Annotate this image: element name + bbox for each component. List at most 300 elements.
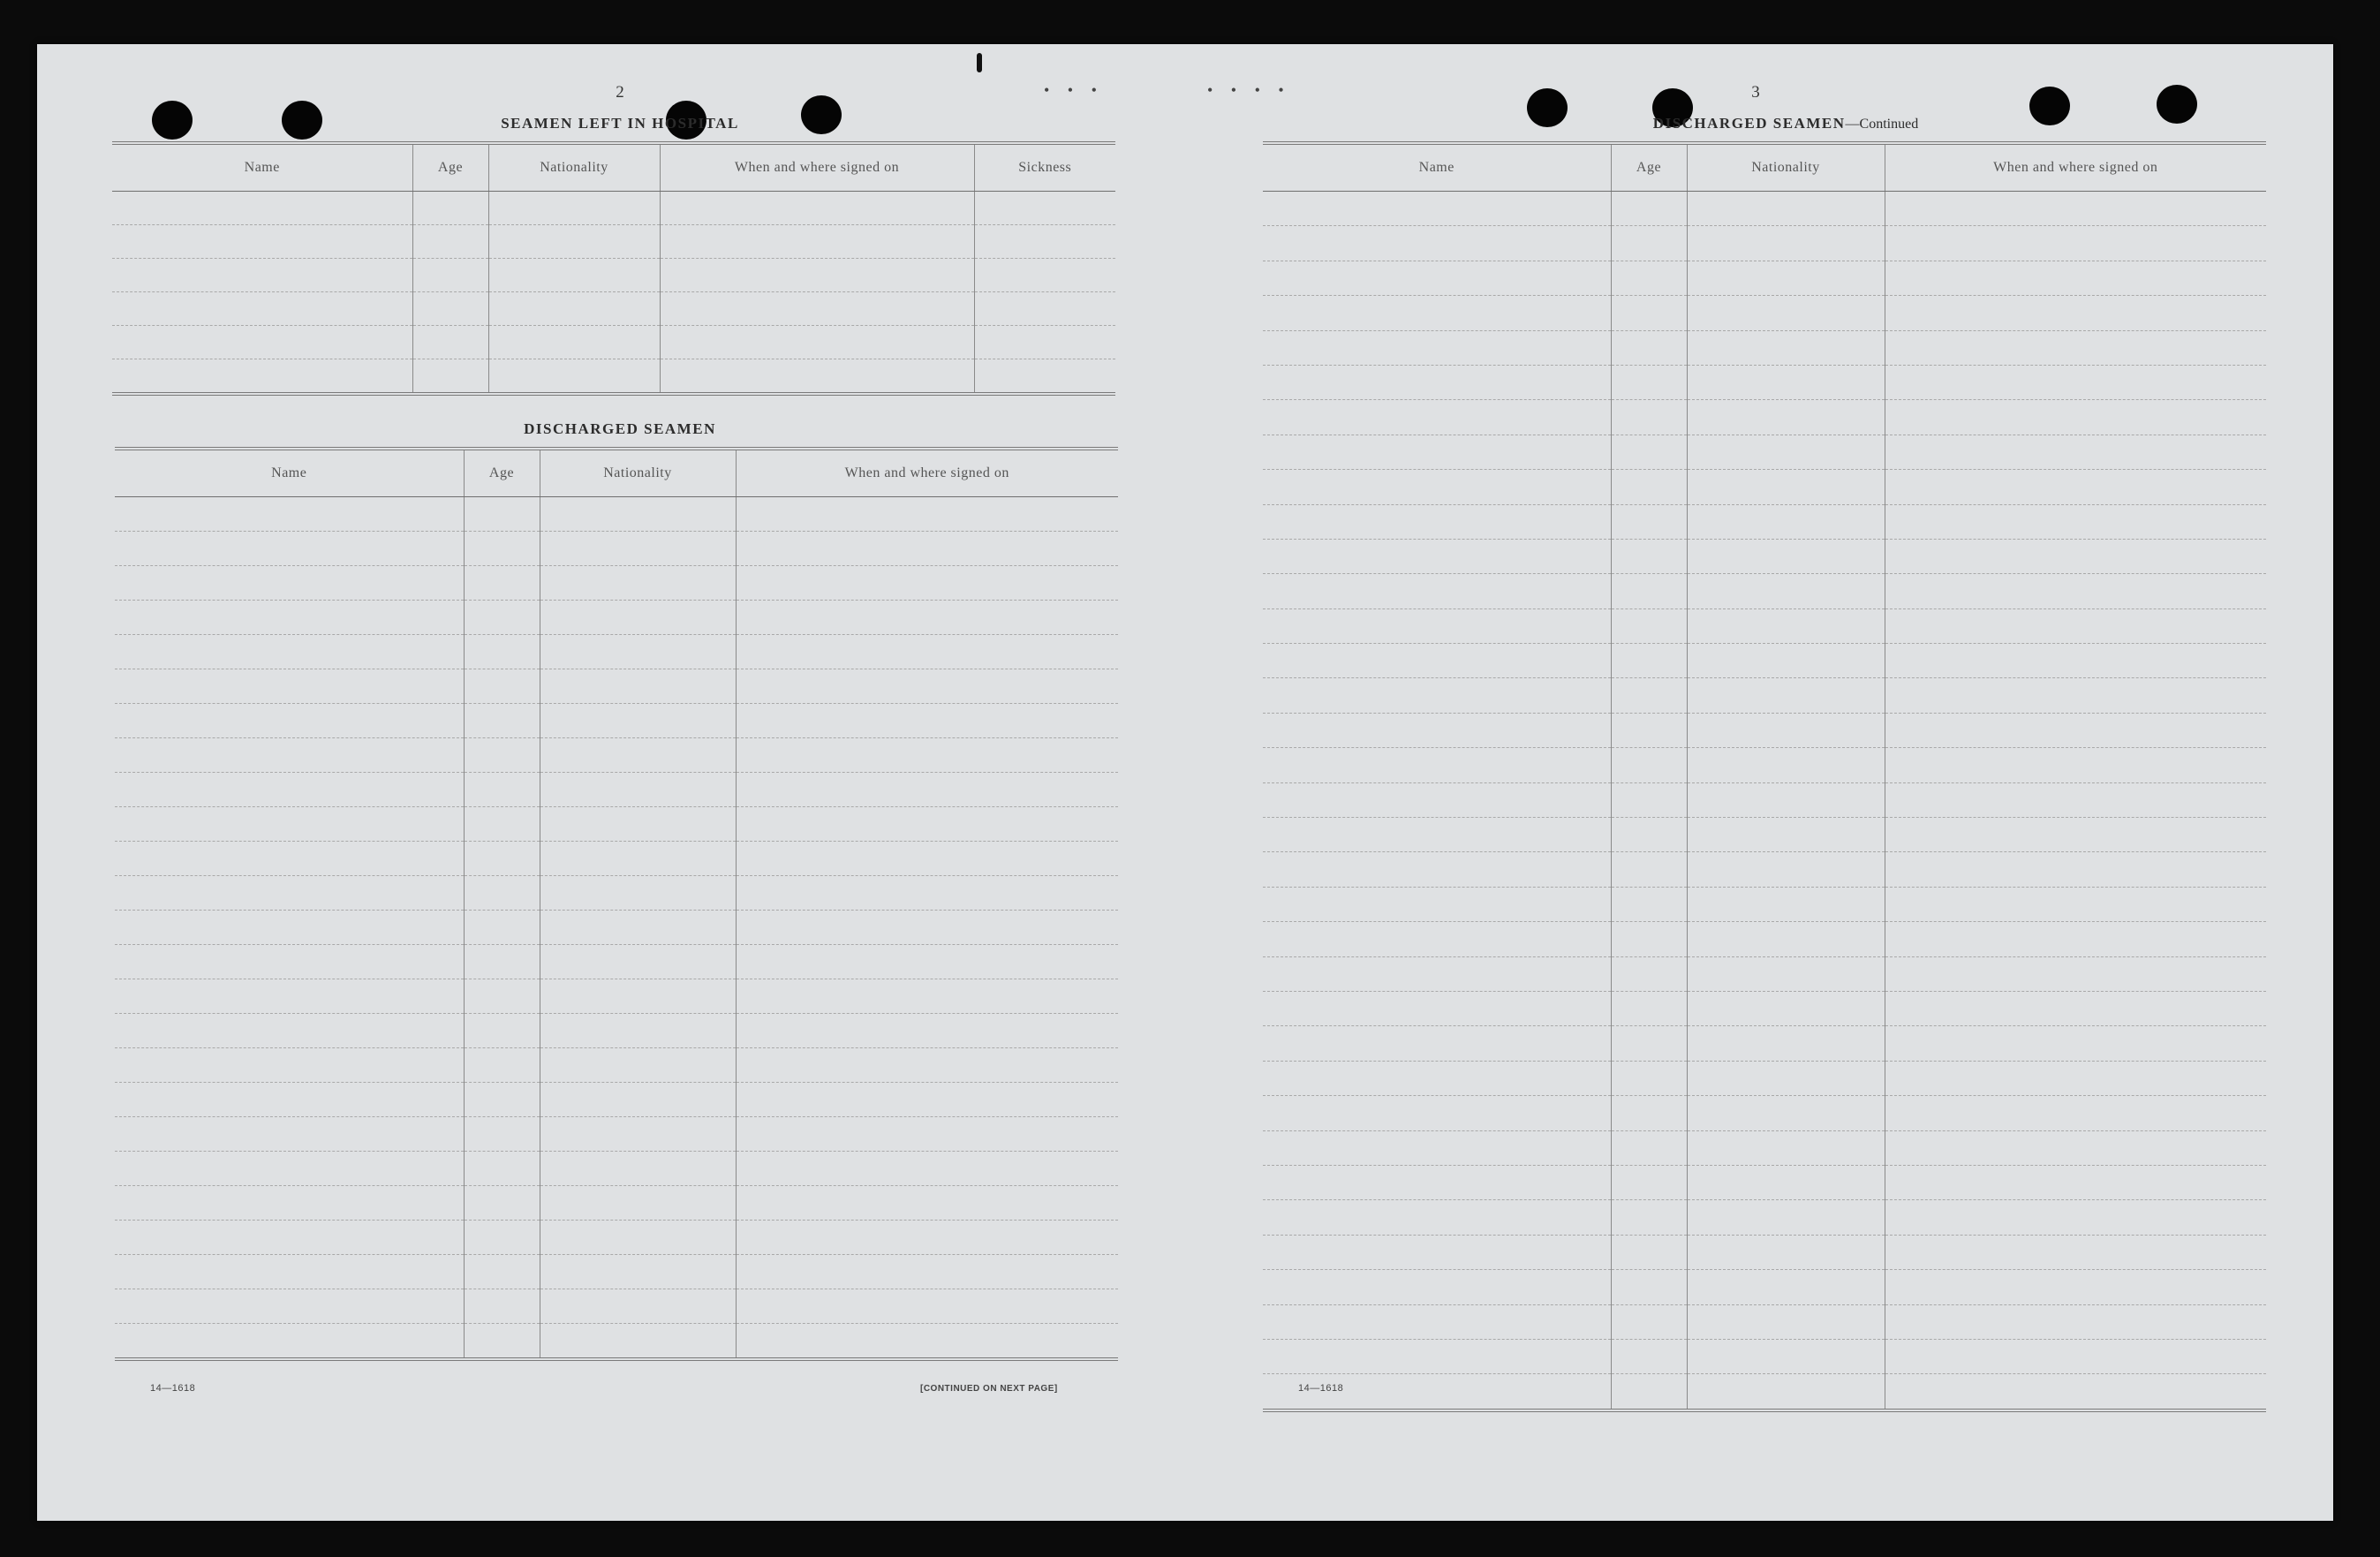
blank-entry-cell[interactable] (1263, 1061, 1611, 1095)
blank-entry-cell[interactable] (1885, 887, 2266, 921)
blank-entry-cell[interactable] (736, 842, 1118, 876)
blank-entry-cell[interactable] (464, 807, 540, 842)
table-row (1263, 1304, 2266, 1339)
blank-entry-cell[interactable] (1885, 678, 2266, 713)
blank-entry-cell[interactable] (1885, 922, 2266, 956)
blank-entry-cell[interactable] (1263, 887, 1611, 921)
blank-entry-cell[interactable] (464, 911, 540, 945)
blank-entry-cell[interactable] (464, 566, 540, 601)
blank-entry-cell[interactable] (736, 979, 1118, 1014)
blank-entry-cell[interactable] (488, 326, 660, 359)
blank-entry-cell[interactable] (1687, 1026, 1885, 1061)
blank-entry-cell[interactable] (736, 669, 1118, 704)
blank-entry-cell[interactable] (736, 945, 1118, 979)
blank-entry-cell[interactable] (1687, 1339, 1885, 1373)
table-row (115, 979, 1118, 1014)
blank-entry-cell[interactable] (1263, 1096, 1611, 1130)
blank-entry-cell[interactable] (540, 807, 736, 842)
table-row (115, 635, 1118, 669)
blank-entry-cell[interactable] (464, 497, 540, 532)
blank-entry-cell[interactable] (412, 225, 488, 259)
column-header: Nationality (540, 449, 736, 497)
blank-entry-cell[interactable] (1611, 1200, 1687, 1235)
blank-entry-cell[interactable] (1263, 192, 1611, 226)
blank-entry-cell[interactable] (488, 192, 660, 225)
blank-entry-cell[interactable] (1885, 608, 2266, 643)
blank-entry-cell[interactable] (736, 1255, 1118, 1289)
blank-entry-cell[interactable] (736, 497, 1118, 532)
blank-entry-cell[interactable] (1687, 887, 1885, 921)
blank-entry-cell[interactable] (115, 1083, 464, 1117)
blank-entry-cell[interactable] (1885, 818, 2266, 852)
blank-entry-cell[interactable] (1611, 1374, 1687, 1410)
blank-entry-cell[interactable] (736, 738, 1118, 773)
blank-entry-cell[interactable] (736, 532, 1118, 566)
blank-entry-cell[interactable] (660, 292, 974, 326)
blank-entry-cell[interactable] (1611, 1339, 1687, 1373)
blank-entry-cell[interactable] (974, 225, 1115, 259)
blank-entry-cell[interactable] (736, 1324, 1118, 1360)
blank-entry-cell[interactable] (1885, 435, 2266, 469)
blank-entry-cell[interactable] (1885, 1339, 2266, 1373)
blank-entry-cell[interactable] (112, 259, 412, 292)
blank-entry-cell[interactable] (464, 1014, 540, 1048)
blank-entry-cell[interactable] (660, 225, 974, 259)
table-row (1263, 330, 2266, 365)
blank-entry-cell[interactable] (540, 1014, 736, 1048)
blank-entry-cell[interactable] (464, 704, 540, 738)
blank-entry-cell[interactable] (1885, 1374, 2266, 1410)
blank-entry-cell[interactable] (1263, 644, 1611, 678)
blank-entry-cell[interactable] (1687, 956, 1885, 991)
blank-entry-cell[interactable] (115, 807, 464, 842)
blank-entry-cell[interactable] (1611, 1165, 1687, 1199)
blank-entry-cell[interactable] (1263, 922, 1611, 956)
blank-entry-cell[interactable] (1885, 1270, 2266, 1304)
blank-entry-cell[interactable] (115, 945, 464, 979)
blank-entry-cell[interactable] (115, 773, 464, 807)
blank-entry-cell[interactable] (1687, 400, 1885, 435)
blank-entry-cell[interactable] (1263, 504, 1611, 539)
discharged-continued-title-main: DISCHARGED SEAMEN (1652, 115, 1846, 132)
blank-entry-cell[interactable] (464, 1048, 540, 1083)
blank-entry-cell[interactable] (660, 326, 974, 359)
blank-entry-cell[interactable] (736, 1014, 1118, 1048)
blank-entry-cell[interactable] (1611, 922, 1687, 956)
column-header: Nationality (1687, 143, 1885, 192)
blank-entry-cell[interactable] (1611, 748, 1687, 782)
blank-entry-cell[interactable] (1885, 365, 2266, 399)
blank-entry-cell[interactable] (1885, 226, 2266, 261)
table-row (1263, 296, 2266, 330)
blank-entry-cell[interactable] (1687, 608, 1885, 643)
blank-entry-cell[interactable] (1885, 574, 2266, 608)
blank-entry-cell[interactable] (412, 326, 488, 359)
blank-entry-cell[interactable] (1687, 1096, 1885, 1130)
blank-entry-cell[interactable] (1687, 192, 1885, 226)
table-row (1263, 887, 2266, 921)
blank-entry-cell[interactable] (736, 773, 1118, 807)
blank-entry-cell[interactable] (1611, 539, 1687, 573)
blank-entry-cell[interactable] (1611, 1130, 1687, 1165)
blank-entry-cell[interactable] (115, 1048, 464, 1083)
blank-entry-cell[interactable] (736, 1186, 1118, 1221)
discharged-table (115, 447, 1118, 1361)
blank-entry-cell[interactable] (1885, 1026, 2266, 1061)
blank-entry-cell[interactable] (1611, 644, 1687, 678)
blank-entry-cell[interactable] (1611, 1304, 1687, 1339)
blank-entry-cell[interactable] (1687, 1304, 1885, 1339)
blank-entry-cell[interactable] (736, 566, 1118, 601)
blank-entry-cell[interactable] (1263, 678, 1611, 713)
blank-entry-cell[interactable] (112, 225, 412, 259)
column-header: Age (464, 449, 540, 497)
blank-entry-cell[interactable] (1885, 470, 2266, 504)
blank-entry-cell[interactable] (974, 292, 1115, 326)
blank-entry-cell[interactable] (1687, 678, 1885, 713)
blank-entry-cell[interactable] (660, 359, 974, 395)
blank-entry-cell[interactable] (540, 1221, 736, 1255)
blank-entry-cell[interactable] (1885, 713, 2266, 747)
blank-entry-cell[interactable] (1611, 1270, 1687, 1304)
table-row (1263, 470, 2266, 504)
blank-entry-cell[interactable] (974, 359, 1115, 395)
blank-entry-cell[interactable] (112, 359, 412, 395)
blank-entry-cell[interactable] (1611, 1235, 1687, 1269)
blank-entry-cell[interactable] (736, 704, 1118, 738)
blank-entry-cell[interactable] (464, 738, 540, 773)
blank-entry-cell[interactable] (1687, 261, 1885, 295)
blank-entry-cell[interactable] (464, 601, 540, 635)
blank-entry-cell[interactable] (1687, 365, 1885, 399)
blank-entry-cell[interactable] (115, 601, 464, 635)
blank-entry-cell[interactable] (1687, 1374, 1885, 1410)
blank-entry-cell[interactable] (412, 192, 488, 225)
blank-entry-cell[interactable] (115, 1186, 464, 1221)
blank-entry-cell[interactable] (540, 945, 736, 979)
blank-entry-cell[interactable] (1611, 435, 1687, 469)
blank-entry-cell[interactable] (540, 876, 736, 911)
blank-entry-cell[interactable] (540, 1048, 736, 1083)
blank-entry-cell[interactable] (1885, 192, 2266, 226)
blank-entry-cell[interactable] (115, 1117, 464, 1152)
blank-entry-cell[interactable] (1885, 748, 2266, 782)
blank-entry-cell[interactable] (736, 911, 1118, 945)
blank-entry-cell[interactable] (115, 704, 464, 738)
blank-entry-cell[interactable] (1611, 1096, 1687, 1130)
blank-entry-cell[interactable] (540, 1255, 736, 1289)
blank-entry-cell[interactable] (736, 1117, 1118, 1152)
blank-entry-cell[interactable] (1611, 574, 1687, 608)
blank-entry-cell[interactable] (1885, 261, 2266, 295)
table-row (1263, 1061, 2266, 1095)
blank-entry-cell[interactable] (1611, 713, 1687, 747)
blank-entry-cell[interactable] (1611, 887, 1687, 921)
blank-entry-cell[interactable] (1687, 1061, 1885, 1095)
blank-entry-cell[interactable] (115, 669, 464, 704)
blank-entry-cell[interactable] (1687, 852, 1885, 887)
blank-entry-cell[interactable] (1687, 1130, 1885, 1165)
blank-entry-cell[interactable] (1263, 261, 1611, 295)
blank-entry-cell[interactable] (1263, 226, 1611, 261)
blank-entry-cell[interactable] (464, 1255, 540, 1289)
blank-entry-cell[interactable] (464, 532, 540, 566)
blank-entry-cell[interactable] (112, 326, 412, 359)
blank-entry-cell[interactable] (115, 911, 464, 945)
blank-entry-cell[interactable] (464, 1324, 540, 1360)
blank-entry-cell[interactable] (115, 497, 464, 532)
blank-entry-cell[interactable] (540, 566, 736, 601)
blank-entry-cell[interactable] (540, 1117, 736, 1152)
blank-entry-cell[interactable] (1611, 608, 1687, 643)
blank-entry-cell[interactable] (974, 326, 1115, 359)
blank-entry-cell[interactable] (540, 979, 736, 1014)
blank-entry-cell[interactable] (974, 192, 1115, 225)
blank-entry-cell[interactable] (1885, 1061, 2266, 1095)
blank-entry-cell[interactable] (540, 1289, 736, 1324)
blank-entry-cell[interactable] (464, 945, 540, 979)
table-row (115, 669, 1118, 704)
blank-entry-cell[interactable] (1263, 956, 1611, 991)
blank-entry-cell[interactable] (464, 1289, 540, 1324)
blank-entry-cell[interactable] (1611, 192, 1687, 226)
blank-entry-cell[interactable] (1263, 330, 1611, 365)
blank-entry-cell[interactable] (1263, 713, 1611, 747)
blank-entry-cell[interactable] (1885, 1235, 2266, 1269)
blank-entry-cell[interactable] (1611, 226, 1687, 261)
blank-entry-cell[interactable] (1687, 330, 1885, 365)
blank-entry-cell[interactable] (1885, 852, 2266, 887)
blank-entry-cell[interactable] (1263, 435, 1611, 469)
blank-entry-cell[interactable] (488, 292, 660, 326)
blank-entry-cell[interactable] (1687, 574, 1885, 608)
blank-entry-cell[interactable] (540, 704, 736, 738)
blank-entry-cell[interactable] (1263, 818, 1611, 852)
blank-entry-cell[interactable] (1263, 1200, 1611, 1235)
blank-entry-cell[interactable] (1263, 1339, 1611, 1373)
blank-entry-cell[interactable] (115, 738, 464, 773)
blank-entry-cell[interactable] (540, 842, 736, 876)
blank-entry-cell[interactable] (540, 532, 736, 566)
blank-entry-cell[interactable] (488, 225, 660, 259)
blank-entry-cell[interactable] (1263, 296, 1611, 330)
blank-entry-cell[interactable] (1263, 782, 1611, 817)
table-row (1263, 1096, 2266, 1130)
blank-entry-cell[interactable] (540, 1083, 736, 1117)
table-row (115, 532, 1118, 566)
blank-entry-cell[interactable] (1611, 470, 1687, 504)
blank-entry-cell[interactable] (736, 876, 1118, 911)
blank-entry-cell[interactable] (115, 1324, 464, 1360)
blank-entry-cell[interactable] (1263, 1270, 1611, 1304)
blank-entry-cell[interactable] (488, 259, 660, 292)
blank-entry-cell[interactable] (1885, 1096, 2266, 1130)
blank-entry-cell[interactable] (115, 1255, 464, 1289)
blank-entry-cell[interactable] (1687, 818, 1885, 852)
blank-entry-cell[interactable] (112, 192, 412, 225)
blank-entry-cell[interactable] (1263, 1235, 1611, 1269)
blank-entry-cell[interactable] (736, 1289, 1118, 1324)
blank-entry-cell[interactable] (1263, 608, 1611, 643)
blank-entry-cell[interactable] (736, 1083, 1118, 1117)
blank-entry-cell[interactable] (115, 1289, 464, 1324)
blank-entry-cell[interactable] (736, 1048, 1118, 1083)
table-row (115, 773, 1118, 807)
blank-entry-cell[interactable] (1263, 1026, 1611, 1061)
blank-entry-cell[interactable] (1263, 991, 1611, 1025)
blank-entry-cell[interactable] (1687, 539, 1885, 573)
blank-entry-cell[interactable] (1263, 539, 1611, 573)
table-row (115, 1014, 1118, 1048)
blank-entry-cell[interactable] (1611, 330, 1687, 365)
column-header: Name (115, 449, 464, 497)
blank-entry-cell[interactable] (464, 876, 540, 911)
blank-entry-cell[interactable] (115, 876, 464, 911)
blank-entry-cell[interactable] (540, 738, 736, 773)
blank-entry-cell[interactable] (464, 1186, 540, 1221)
blank-entry-cell[interactable] (736, 1152, 1118, 1186)
blank-entry-cell[interactable] (115, 635, 464, 669)
blank-entry-cell[interactable] (1687, 226, 1885, 261)
blank-entry-cell[interactable] (1263, 574, 1611, 608)
blank-entry-cell[interactable] (1687, 470, 1885, 504)
blank-entry-cell[interactable] (1687, 435, 1885, 469)
blank-entry-cell[interactable] (1263, 1304, 1611, 1339)
blank-entry-cell[interactable] (464, 635, 540, 669)
blank-entry-cell[interactable] (1263, 470, 1611, 504)
blank-entry-cell[interactable] (1687, 1200, 1885, 1235)
blank-entry-cell[interactable] (464, 669, 540, 704)
blank-entry-cell[interactable] (1687, 922, 1885, 956)
blank-entry-cell[interactable] (112, 292, 412, 326)
blank-entry-cell[interactable] (464, 1117, 540, 1152)
blank-entry-cell[interactable] (1885, 504, 2266, 539)
blank-entry-cell[interactable] (1611, 1026, 1687, 1061)
blank-entry-cell[interactable] (1611, 678, 1687, 713)
blank-entry-cell[interactable] (1611, 782, 1687, 817)
blank-entry-cell[interactable] (464, 1083, 540, 1117)
blank-entry-cell[interactable] (1263, 1130, 1611, 1165)
blank-entry-cell[interactable] (1611, 991, 1687, 1025)
table-row (115, 1117, 1118, 1152)
blank-entry-cell[interactable] (412, 292, 488, 326)
discharged-continued-table (1263, 141, 2266, 1412)
punch-hole (2157, 85, 2197, 124)
blank-entry-cell[interactable] (412, 359, 488, 395)
blank-entry-cell[interactable] (1263, 365, 1611, 399)
blank-entry-cell[interactable] (464, 773, 540, 807)
blank-entry-cell[interactable] (1687, 713, 1885, 747)
blank-entry-cell[interactable] (1885, 1165, 2266, 1199)
blank-entry-cell[interactable] (1885, 330, 2266, 365)
blank-entry-cell[interactable] (736, 635, 1118, 669)
blank-entry-cell[interactable] (1885, 400, 2266, 435)
blank-entry-cell[interactable] (660, 259, 974, 292)
table-row (115, 601, 1118, 635)
blank-entry-cell[interactable] (1687, 644, 1885, 678)
blank-entry-cell[interactable] (464, 842, 540, 876)
blank-entry-cell[interactable] (1687, 782, 1885, 817)
blank-entry-cell[interactable] (1687, 296, 1885, 330)
table-row (1263, 1130, 2266, 1165)
blank-entry-cell[interactable] (1885, 1200, 2266, 1235)
blank-entry-cell[interactable] (1611, 504, 1687, 539)
blank-entry-cell[interactable] (540, 911, 736, 945)
blank-entry-cell[interactable] (1263, 852, 1611, 887)
blank-entry-cell[interactable] (488, 359, 660, 395)
blank-entry-cell[interactable] (412, 259, 488, 292)
blank-entry-cell[interactable] (1611, 852, 1687, 887)
blank-entry-cell[interactable] (1885, 956, 2266, 991)
blank-entry-cell[interactable] (540, 669, 736, 704)
table-row (1263, 1235, 2266, 1269)
blank-entry-cell[interactable] (540, 601, 736, 635)
blank-entry-cell[interactable] (1687, 504, 1885, 539)
blank-entry-cell[interactable] (115, 1152, 464, 1186)
blank-entry-cell[interactable] (736, 807, 1118, 842)
blank-entry-cell[interactable] (464, 1221, 540, 1255)
table-row (1263, 435, 2266, 469)
blank-entry-cell[interactable] (540, 773, 736, 807)
blank-entry-cell[interactable] (1885, 644, 2266, 678)
blank-entry-cell[interactable] (1611, 261, 1687, 295)
blank-entry-cell[interactable] (1611, 1061, 1687, 1095)
blank-entry-cell[interactable] (1611, 818, 1687, 852)
blank-entry-cell[interactable] (1885, 991, 2266, 1025)
blank-entry-cell[interactable] (1687, 1235, 1885, 1269)
blank-entry-cell[interactable] (464, 1152, 540, 1186)
blank-entry-cell[interactable] (1263, 748, 1611, 782)
blank-entry-cell[interactable] (1687, 1270, 1885, 1304)
blank-entry-cell[interactable] (1263, 1165, 1611, 1199)
blank-entry-cell[interactable] (1611, 956, 1687, 991)
continued-note: [CONTINUED ON NEXT PAGE] (920, 1384, 1058, 1394)
blank-entry-cell[interactable] (1263, 400, 1611, 435)
table-row (1263, 226, 2266, 261)
blank-entry-cell[interactable] (115, 1221, 464, 1255)
blank-entry-cell[interactable] (115, 842, 464, 876)
blank-entry-cell[interactable] (115, 979, 464, 1014)
blank-entry-cell[interactable] (974, 259, 1115, 292)
blank-entry-cell[interactable] (1885, 296, 2266, 330)
table-row (1263, 504, 2266, 539)
blank-entry-cell[interactable] (540, 1324, 736, 1360)
blank-entry-cell[interactable] (464, 979, 540, 1014)
blank-entry-cell[interactable] (736, 1221, 1118, 1255)
blank-entry-cell[interactable] (115, 1014, 464, 1048)
blank-entry-cell[interactable] (115, 532, 464, 566)
blank-entry-cell[interactable] (1611, 365, 1687, 399)
blank-entry-cell[interactable] (1885, 1130, 2266, 1165)
blank-entry-cell[interactable] (540, 497, 736, 532)
blank-entry-cell[interactable] (1885, 782, 2266, 817)
blank-entry-cell[interactable] (1611, 400, 1687, 435)
blank-entry-cell[interactable] (1885, 1304, 2266, 1339)
blank-entry-cell[interactable] (1687, 1165, 1885, 1199)
blank-entry-cell[interactable] (736, 601, 1118, 635)
blank-entry-cell[interactable] (1687, 991, 1885, 1025)
right-page-number: 3 (1751, 83, 1760, 102)
blank-entry-cell[interactable] (540, 1152, 736, 1186)
blank-entry-cell[interactable] (1885, 539, 2266, 573)
blank-entry-cell[interactable] (1687, 748, 1885, 782)
blank-entry-cell[interactable] (1611, 296, 1687, 330)
blank-entry-cell[interactable] (540, 635, 736, 669)
blank-entry-cell[interactable] (115, 566, 464, 601)
blank-entry-cell[interactable] (660, 192, 974, 225)
blank-entry-cell[interactable] (540, 1186, 736, 1221)
table-row (115, 945, 1118, 979)
